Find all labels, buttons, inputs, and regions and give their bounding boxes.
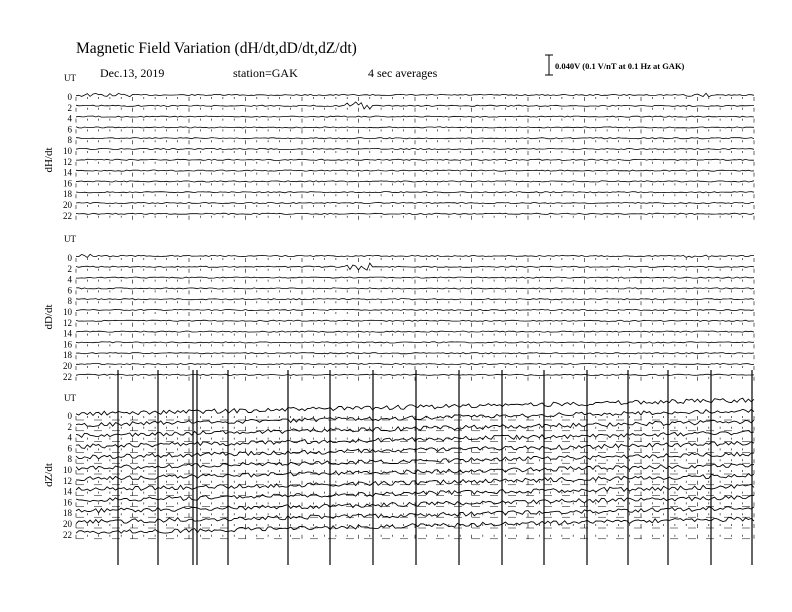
hour-tick-label: 10: [63, 465, 72, 475]
ut-axis-label: UT: [64, 234, 76, 244]
trace-line: [76, 331, 754, 332]
trace-line: [76, 277, 754, 278]
ut-axis-label: UT: [64, 393, 76, 403]
scale-bar: [545, 55, 553, 75]
panel-ylabel: dH/dt: [43, 147, 55, 173]
hour-tick-label: 14: [63, 486, 72, 497]
hour-tick-label: 14: [63, 167, 72, 178]
station-label: station=GAK: [233, 66, 298, 80]
trace-line: [76, 320, 754, 321]
hour-tick-label: 4: [67, 274, 72, 285]
trace-line: [76, 309, 754, 310]
hour-tick-label: 6: [67, 124, 72, 135]
trace-line: [76, 202, 754, 203]
trace-line: [76, 159, 754, 160]
hour-tick-label: 22: [63, 371, 72, 382]
trace-line: [76, 138, 754, 139]
hour-tick-label: 22: [63, 210, 72, 221]
chart-title: Magnetic Field Variation (dH/dt,dD/dt,dZ/dt): [76, 40, 357, 57]
trace-line: [76, 342, 754, 343]
hour-tick-label: 12: [63, 317, 72, 328]
trace-line: [76, 374, 754, 375]
hour-tick-label: 16: [63, 497, 72, 508]
hour-tick-label: 10: [63, 307, 72, 317]
trace-line: [76, 254, 754, 257]
hour-tick-label: 2: [67, 263, 72, 274]
hour-tick-label: 4: [67, 432, 72, 443]
hour-tick-label: 16: [63, 178, 72, 189]
trace-line: [76, 288, 754, 289]
hour-tick-label: 8: [67, 454, 72, 465]
hour-tick-label: 10: [63, 146, 72, 156]
scale-bar-label: 0.040V (0.1 V/nT at 0.1 Hz at GAK): [555, 61, 685, 71]
panel-ylabel: dD/dt: [43, 304, 55, 330]
hour-tick-label: 2: [67, 102, 72, 113]
hour-tick-label: 12: [63, 156, 72, 167]
hour-tick-label: 0: [67, 253, 72, 263]
trace-line: [76, 170, 754, 171]
ut-axis-label: UT: [64, 73, 76, 83]
trace-line: [76, 192, 754, 193]
hour-tick-label: 8: [67, 135, 72, 146]
trace-line: [76, 213, 754, 214]
hour-tick-label: 16: [63, 339, 72, 350]
trace-line: [76, 116, 754, 117]
trace-line: [76, 363, 754, 364]
hour-tick-label: 6: [67, 285, 72, 296]
hour-tick-label: 14: [63, 328, 72, 339]
trace-line: [76, 148, 754, 149]
hour-tick-label: 18: [63, 508, 72, 519]
hour-tick-label: 22: [63, 529, 72, 540]
hour-tick-label: 12: [63, 475, 72, 486]
hour-tick-label: 20: [63, 200, 72, 210]
hour-tick-label: 20: [63, 361, 72, 371]
trace-line: [76, 181, 754, 182]
trace-line: [76, 299, 754, 300]
hour-tick-label: 0: [67, 411, 72, 421]
hour-tick-label: 0: [67, 92, 72, 102]
hour-tick-label: 2: [67, 421, 72, 432]
date-label: Dec.13, 2019: [100, 66, 165, 80]
hour-tick-label: 18: [63, 350, 72, 361]
hour-tick-label: 18: [63, 189, 72, 200]
hour-tick-label: 4: [67, 113, 72, 124]
panel-ylabel: dZ/dt: [43, 463, 55, 487]
hour-tick-label: 20: [63, 519, 72, 529]
hour-tick-label: 8: [67, 296, 72, 307]
hour-tick-label: 6: [67, 443, 72, 454]
trace-line: [76, 127, 754, 128]
averaging-label: 4 sec averages: [368, 66, 438, 80]
trace-line: [76, 398, 754, 415]
trace-line: [76, 93, 754, 97]
trace-line: [76, 353, 754, 354]
